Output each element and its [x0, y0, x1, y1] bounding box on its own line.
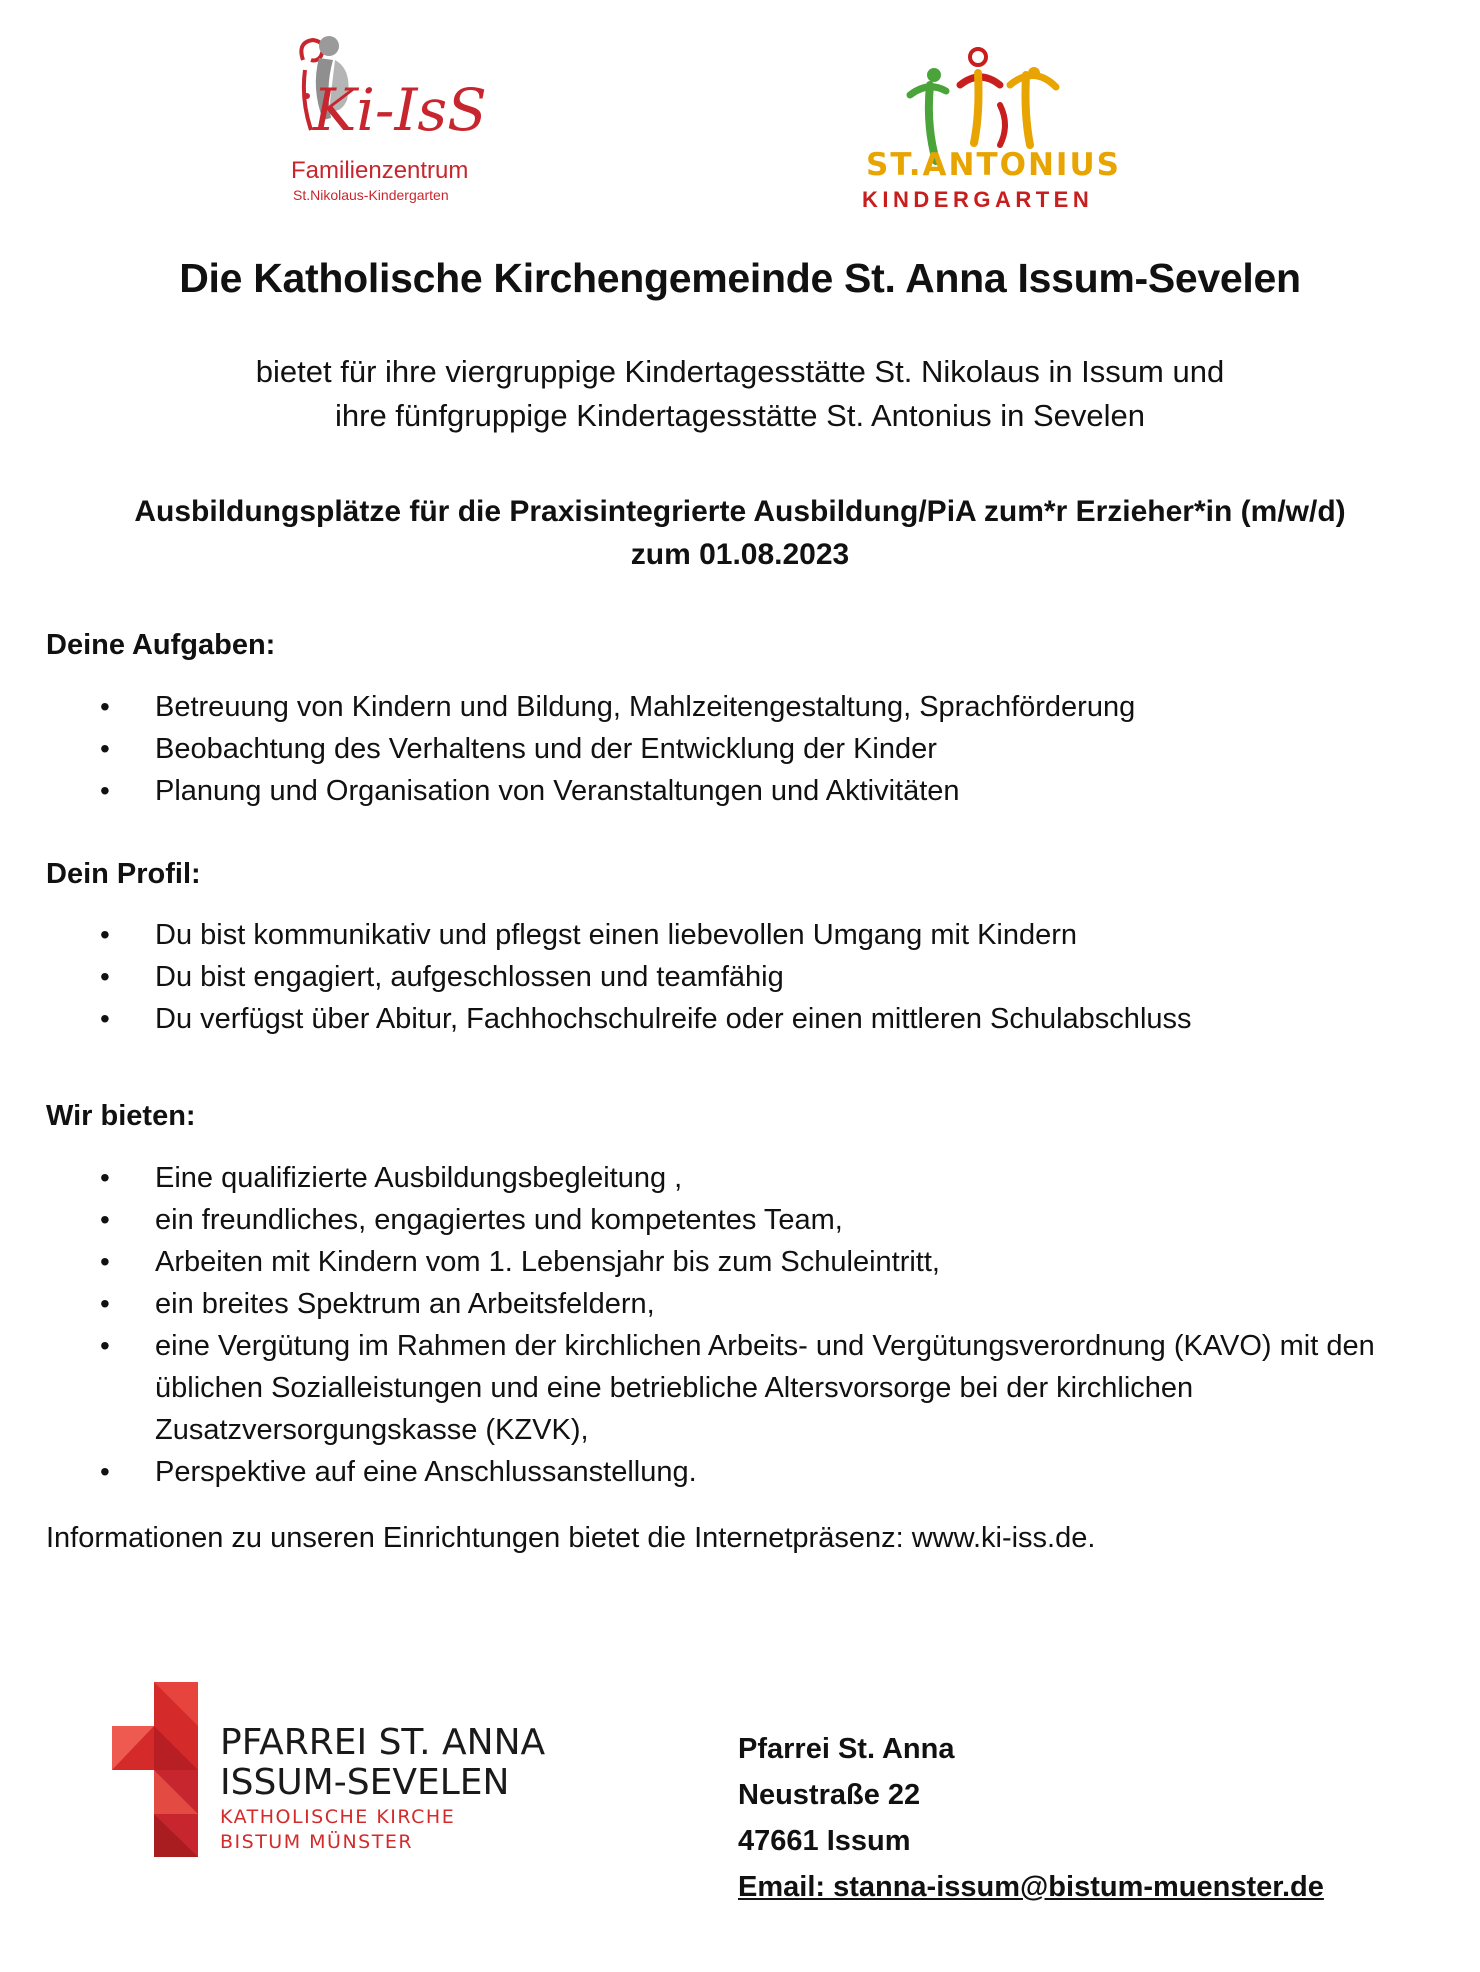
intro-line: bietet für ihre viergruppige Kindertagesstätte St. Nikolaus in Issum und [255, 354, 1225, 389]
list-item: • Du bist kommunikativ und pflegst einen liebevollen Umgang mit Kindern [0, 914, 1440, 956]
bullet-icon: • [100, 1204, 110, 1235]
list-item: • Betreuung von Kindern und Bildung, Mahlzeitengestaltung, Sprachförderung [0, 686, 1440, 728]
list-item: • Du verfügst über Abitur, Fachhochschulreife oder einen mittleren Schulabschluss [0, 998, 1440, 1040]
aufgaben-list [0, 686, 1440, 812]
antonius-logo [860, 45, 1140, 215]
email-link[interactable]: Email: stanna-issum@bistum-muenster.de [738, 1871, 1324, 1903]
pfarrei-logo-line3: KATHOLISCHE KIRCHE [220, 1806, 456, 1828]
bullet-icon: • [100, 1003, 110, 1034]
bullet-icon: • [100, 1330, 110, 1361]
job-headline [0, 490, 1480, 576]
section-profil-label: Dein Profil: [46, 858, 201, 890]
address-name: Pfarrei St. Anna [738, 1733, 955, 1765]
list-item: • Du bist engagiert, aufgeschlossen und teamfähig [0, 956, 1440, 998]
bullet-icon: • [100, 1162, 110, 1193]
list-item: • Planung und Organisation von Veranstaltungen und Aktivitäten [0, 770, 1440, 812]
kiss-logo-line2: St.Nikolaus-Kindergarten [293, 187, 449, 203]
kiss-logo-name: Ki-IsS [313, 76, 487, 144]
section-bieten-label: Wir bieten: [46, 1100, 196, 1132]
kiss-logo-line1: Familienzentrum [291, 157, 469, 184]
bullet-icon: • [100, 775, 110, 806]
bullet-icon: • [100, 961, 110, 992]
pfarrei-logo [112, 1682, 582, 1857]
antonius-logo-line2: KINDERGARTEN [862, 187, 1094, 212]
bieten-list [0, 1157, 1440, 1493]
bullet-icon: • [100, 919, 110, 950]
list-item: • eine Vergütung im Rahmen der kirchlichen Arbeits- und Vergütungsverordnung (KAVO) mit den üblichen Sozialleistungen und eine betriebliche Altersvorsorge bei der kirchlichen Zusatzversorgungskasse (KZVK), [0, 1325, 1440, 1451]
list-item: • Beobachtung des Verhaltens und der Entwicklung der Kinder [0, 728, 1440, 770]
address-city: 47661 Issum [738, 1825, 911, 1857]
list-item: • Eine qualifizierte Ausbildungsbegleitung , [0, 1157, 1440, 1199]
bullet-icon: • [100, 1288, 110, 1319]
pfarrei-logo-line4: BISTUM MÜNSTER [220, 1831, 414, 1853]
section-aufgaben-label: Deine Aufgaben: [46, 629, 276, 661]
bullet-icon: • [100, 1246, 110, 1277]
list-item: • Arbeiten mit Kindern vom 1. Lebensjahr bis zum Schuleintritt, [0, 1241, 1440, 1283]
headline-line: Ausbildungsplätze für die Praxisintegrierte Ausbildung/PiA zum*r Erzieher*in (m/w/d) [134, 495, 1346, 528]
antonius-logo-line1: ST.ANTONIUS [866, 147, 1121, 183]
contact-address [738, 1726, 1324, 1910]
page-title: Die Katholische Kirchengemeinde St. Anna Issum-Sevelen [179, 255, 1301, 301]
pfarrei-logo-line1: PFARREI ST. ANNA [220, 1722, 546, 1763]
bullet-icon: • [100, 691, 110, 722]
pfarrei-logo-line2: ISSUM-SEVELEN [220, 1762, 510, 1803]
address-street: Neustraße 22 [738, 1779, 921, 1811]
cross-icon [112, 1682, 198, 1857]
list-item: • ein breites Spektrum an Arbeitsfeldern, [0, 1283, 1440, 1325]
profil-list [0, 914, 1440, 1040]
kiss-logo [285, 30, 505, 210]
list-item: • Perspektive auf eine Anschlussanstellung. [0, 1451, 1440, 1493]
bullet-icon: • [100, 733, 110, 764]
intro-line: ihre fünfgruppige Kindertagesstätte St. Antonius in Sevelen [335, 398, 1145, 433]
headline-line: zum 01.08.2023 [630, 538, 850, 571]
info-text: Informationen zu unseren Einrichtungen bietet die Internetpräsenz: www.ki-iss.de. [46, 1522, 1096, 1554]
bullet-icon: • [100, 1456, 110, 1487]
list-item: • ein freundliches, engagiertes und kompetentes Team, [0, 1199, 1440, 1241]
intro-text [0, 350, 1480, 438]
